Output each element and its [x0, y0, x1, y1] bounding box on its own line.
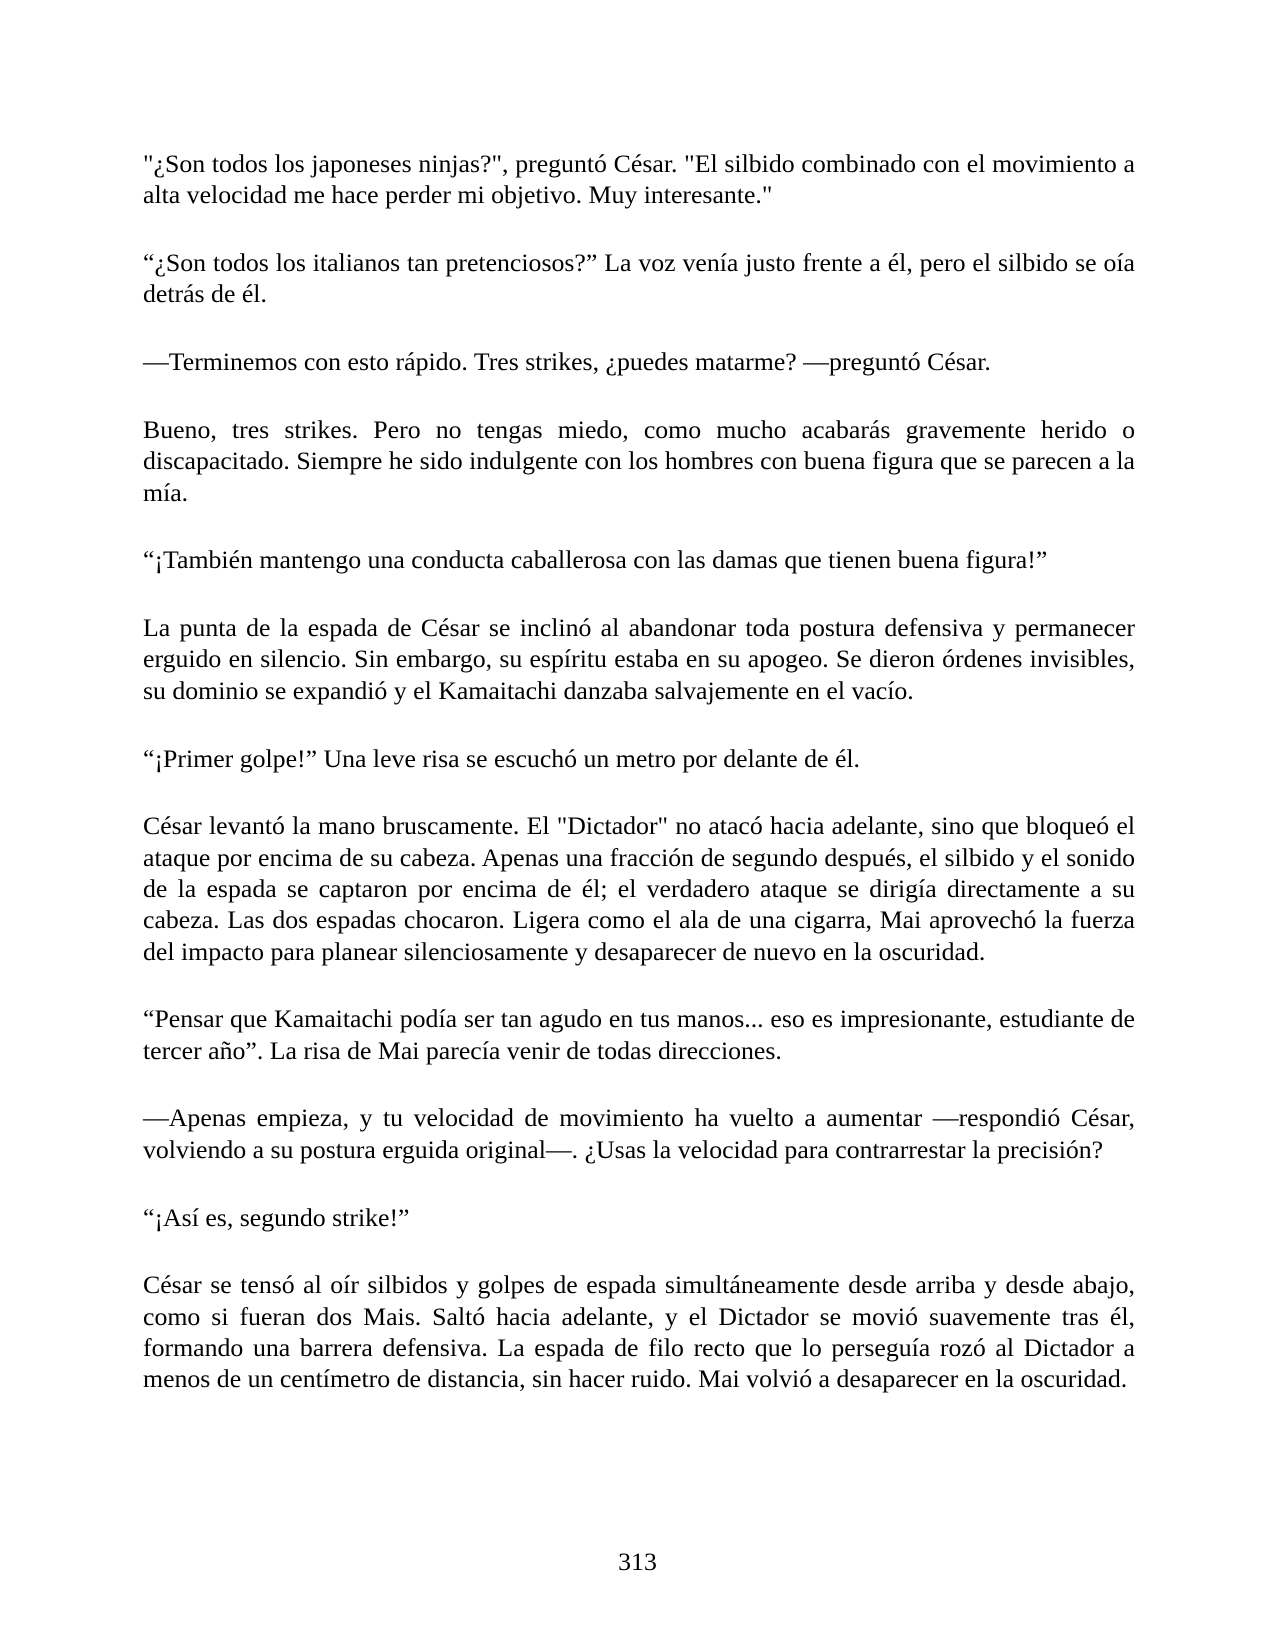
- paragraph: —Apenas empieza, y tu velocidad de movimiento ha vuelto a aumentar —respondió César, volviendo a su postura erguida original—. ¿Usas la velocidad para contrarrestar la precisión?: [143, 1103, 1135, 1164]
- paragraph: “¡También mantengo una conducta caballerosa con las damas que tienen buena figura!”: [143, 545, 1048, 575]
- paragraph: —Terminemos con esto rápido. Tres strikes, ¿puedes matarme? —preguntó César.: [143, 347, 991, 377]
- paragraph: “¡Así es, segundo strike!”: [143, 1202, 410, 1232]
- paragraph: “¡Primer golpe!” Una leve risa se escuchó un metro por delante de él.: [143, 743, 861, 773]
- paragraph: “Pensar que Kamaitachi podía ser tan agudo en tus manos... eso es impresionante, estudiante de tercer año”. La risa de Mai parecía venir de todas direcciones.: [143, 1004, 1135, 1065]
- paragraph: “¿Son todos los italianos tan pretenciosos?” La voz venía justo frente a él, pero el silbido se oía detrás de él.: [143, 248, 1135, 309]
- paragraph: César se tensó al oír silbidos y golpes de espada simultáneamente desde arriba y desde abajo, como si fueran dos Mais. Saltó hacia adelante, y el Dictador se movió suavemente tras él, formando una barrera defensiva. La espada de filo recto que lo perseguía rozó al Dictador a menos de un centímetro de distancia, sin hacer ruido. Mai volvió a desaparecer en la oscuridad.: [143, 1270, 1135, 1394]
- page-number: 313: [618, 1547, 657, 1576]
- text-block: [143, 148, 1135, 1431]
- paragraph: Bueno, tres strikes. Pero no tengas miedo, como mucho acabarás gravemente herido o discapacitado. Siempre he sido indulgente con los hombres con buena figura que se parecen a la mía.: [143, 414, 1135, 507]
- paragraph: La punta de la espada de César se inclinó al abandonar toda postura defensiva y permanecer erguido en silencio. Sin embargo, su espíritu estaba en su apogeo. Se dieron órdenes invisibles, su dominio se expandió y el Kamaitachi danzaba salvajemente en el vacío.: [143, 613, 1135, 705]
- paragraph: César levantó la mano bruscamente. El "Dictador" no atacó hacia adelante, sino que bloqueó el ataque por encima de su cabeza. Apenas una fracción de segundo después, el silbido y el sonido de la espada se captaron por encima de él; el verdadero ataque se dirigía directamente a su cabeza. Las dos espadas chocaron. Ligera como el ala de una cigarra, Mai aprovechó la fuerza del impacto para planear silenciosamente y desaparecer de nuevo en la oscuridad.: [143, 811, 1135, 966]
- paragraph: "¿Son todos los japoneses ninjas?", preguntó César. "El silbido combinado con el movimiento a alta velocidad me hace perder mi objetivo. Muy interesante.": [143, 149, 1135, 210]
